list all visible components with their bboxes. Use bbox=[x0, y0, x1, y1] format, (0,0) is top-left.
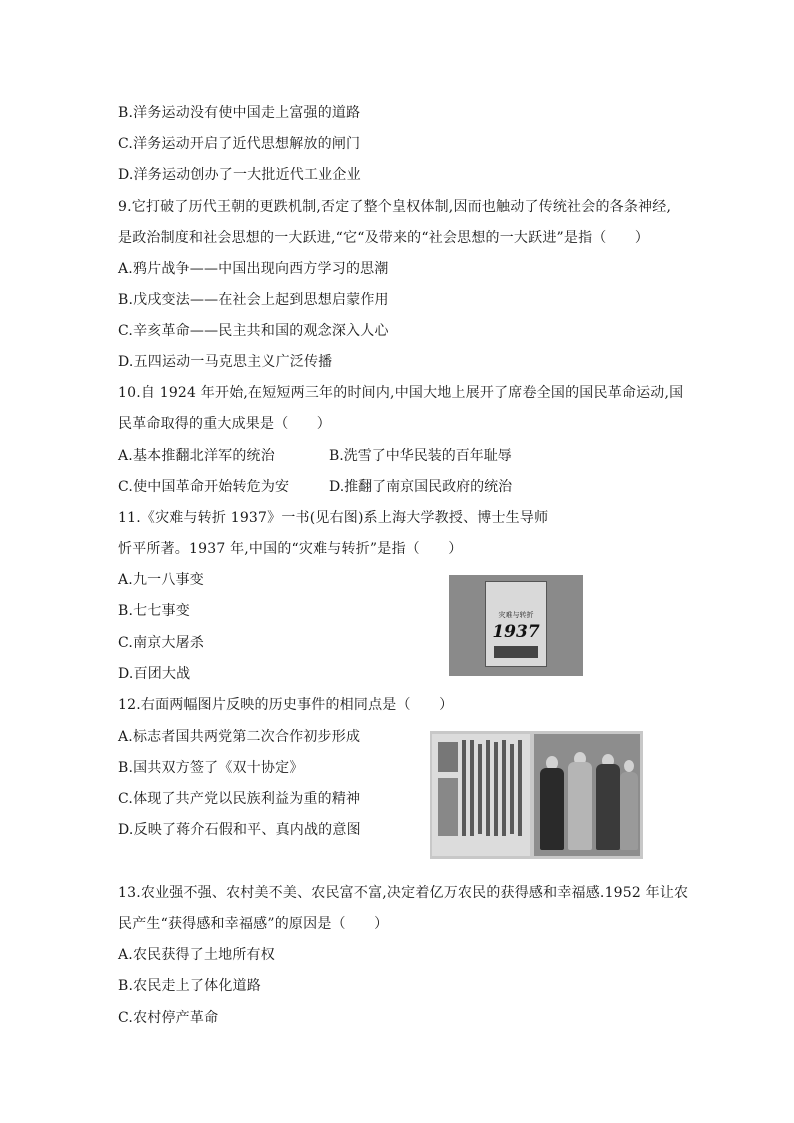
q8-option-d: D.洋务运动创办了一大批近代工业企业 bbox=[118, 167, 361, 183]
q10-option-d: D.推翻了南京国民政府的统治 bbox=[329, 479, 513, 495]
book-cover-band bbox=[494, 646, 538, 658]
q12-option-b: B.国共双方签了《双十协定》 bbox=[118, 760, 304, 776]
book-year: 1937 bbox=[492, 622, 540, 642]
q11-option-a: A.九一八事变 bbox=[118, 572, 204, 588]
book-cover bbox=[485, 581, 547, 667]
q10-stem-line1: 10.自 1924 年开始,在短短两三年的时间内,中国大地上展开了席卷全国的国民革命运动,国 bbox=[118, 385, 684, 401]
q13-option-a: A.农民获得了土地所有权 bbox=[118, 947, 275, 963]
q11-option-c: C.南京大屠杀 bbox=[118, 635, 205, 651]
q12-option-a: A.标志者国共两党第二次合作初步形成 bbox=[118, 729, 361, 745]
q11-option-b: B.七七事变 bbox=[118, 603, 190, 619]
q10-stem-line2: 民革命取得的重大成果是（ ） bbox=[118, 416, 331, 432]
newspaper-image bbox=[432, 734, 530, 856]
q10-option-a: A.基本推翻北洋军的统治 bbox=[118, 448, 275, 464]
q12-option-d: D.反映了蒋介石假和平、真内战的意图 bbox=[118, 822, 361, 838]
q11-stem-line2: 忻平所著。1937 年,中国的“灾难与转折”是指（ ） bbox=[118, 541, 463, 557]
q10-option-b: B.洗雪了中华民装的百年耻辱 bbox=[329, 448, 512, 464]
q8-option-c: C.洋务运动开启了近代思想解放的闸门 bbox=[118, 136, 361, 152]
q12-option-c: C.体现了共产党以民族利益为重的精神 bbox=[118, 791, 361, 807]
book-cover-photo bbox=[449, 575, 583, 676]
q13-option-c: C.农村停产革命 bbox=[118, 1010, 219, 1026]
q13-option-b: B.农民走上了体化道路 bbox=[118, 978, 261, 994]
q8-option-b: B.洋务运动没有使中国走上富强的道路 bbox=[118, 105, 361, 121]
q13-stem-line1: 13.农业强不强、农村美不美、农民富不富,决定着亿万农民的获得感和幸福感.1952 年让农 bbox=[118, 885, 689, 901]
q11-option-d: D.百团大战 bbox=[118, 666, 191, 682]
book-title: 灾难与转折 bbox=[498, 611, 534, 619]
q9-option-d: D.五四运动一马克思主义广泛传播 bbox=[118, 354, 333, 370]
q13-stem-line2: 民产生“获得感和幸福感”的原因是（ ） bbox=[118, 916, 389, 932]
q11-stem-line1: 11.《灾难与转折 1937》一书(见右图)系上海大学教授、博士生导师 bbox=[118, 510, 549, 526]
q9-option-b: B.戊戌变法——在社会上起到思想启蒙作用 bbox=[118, 292, 389, 308]
q10-option-c: C.使中国革命开始转危为安 bbox=[118, 479, 290, 495]
historical-photos bbox=[430, 731, 643, 859]
group-photo-image bbox=[534, 734, 640, 856]
q9-stem-line2: 是政治制度和社会思想的一大跃进,“它“及带来的“社会思想的一大跃进”是指（ ） bbox=[118, 230, 650, 246]
q12-stem: 12.右面两幅图片反映的历史事件的相同点是（ ） bbox=[118, 697, 454, 713]
q9-option-a: A.鸦片战争——中国出现向西方学习的思潮 bbox=[118, 261, 389, 277]
q9-stem-line1: 9.它打破了历代王朝的更跌机制,否定了整个皇权体制,因而也触动了传统社会的各条神经, bbox=[118, 199, 672, 215]
q9-option-c: C.辛亥革命——民主共和国的观念深入人心 bbox=[118, 323, 389, 339]
